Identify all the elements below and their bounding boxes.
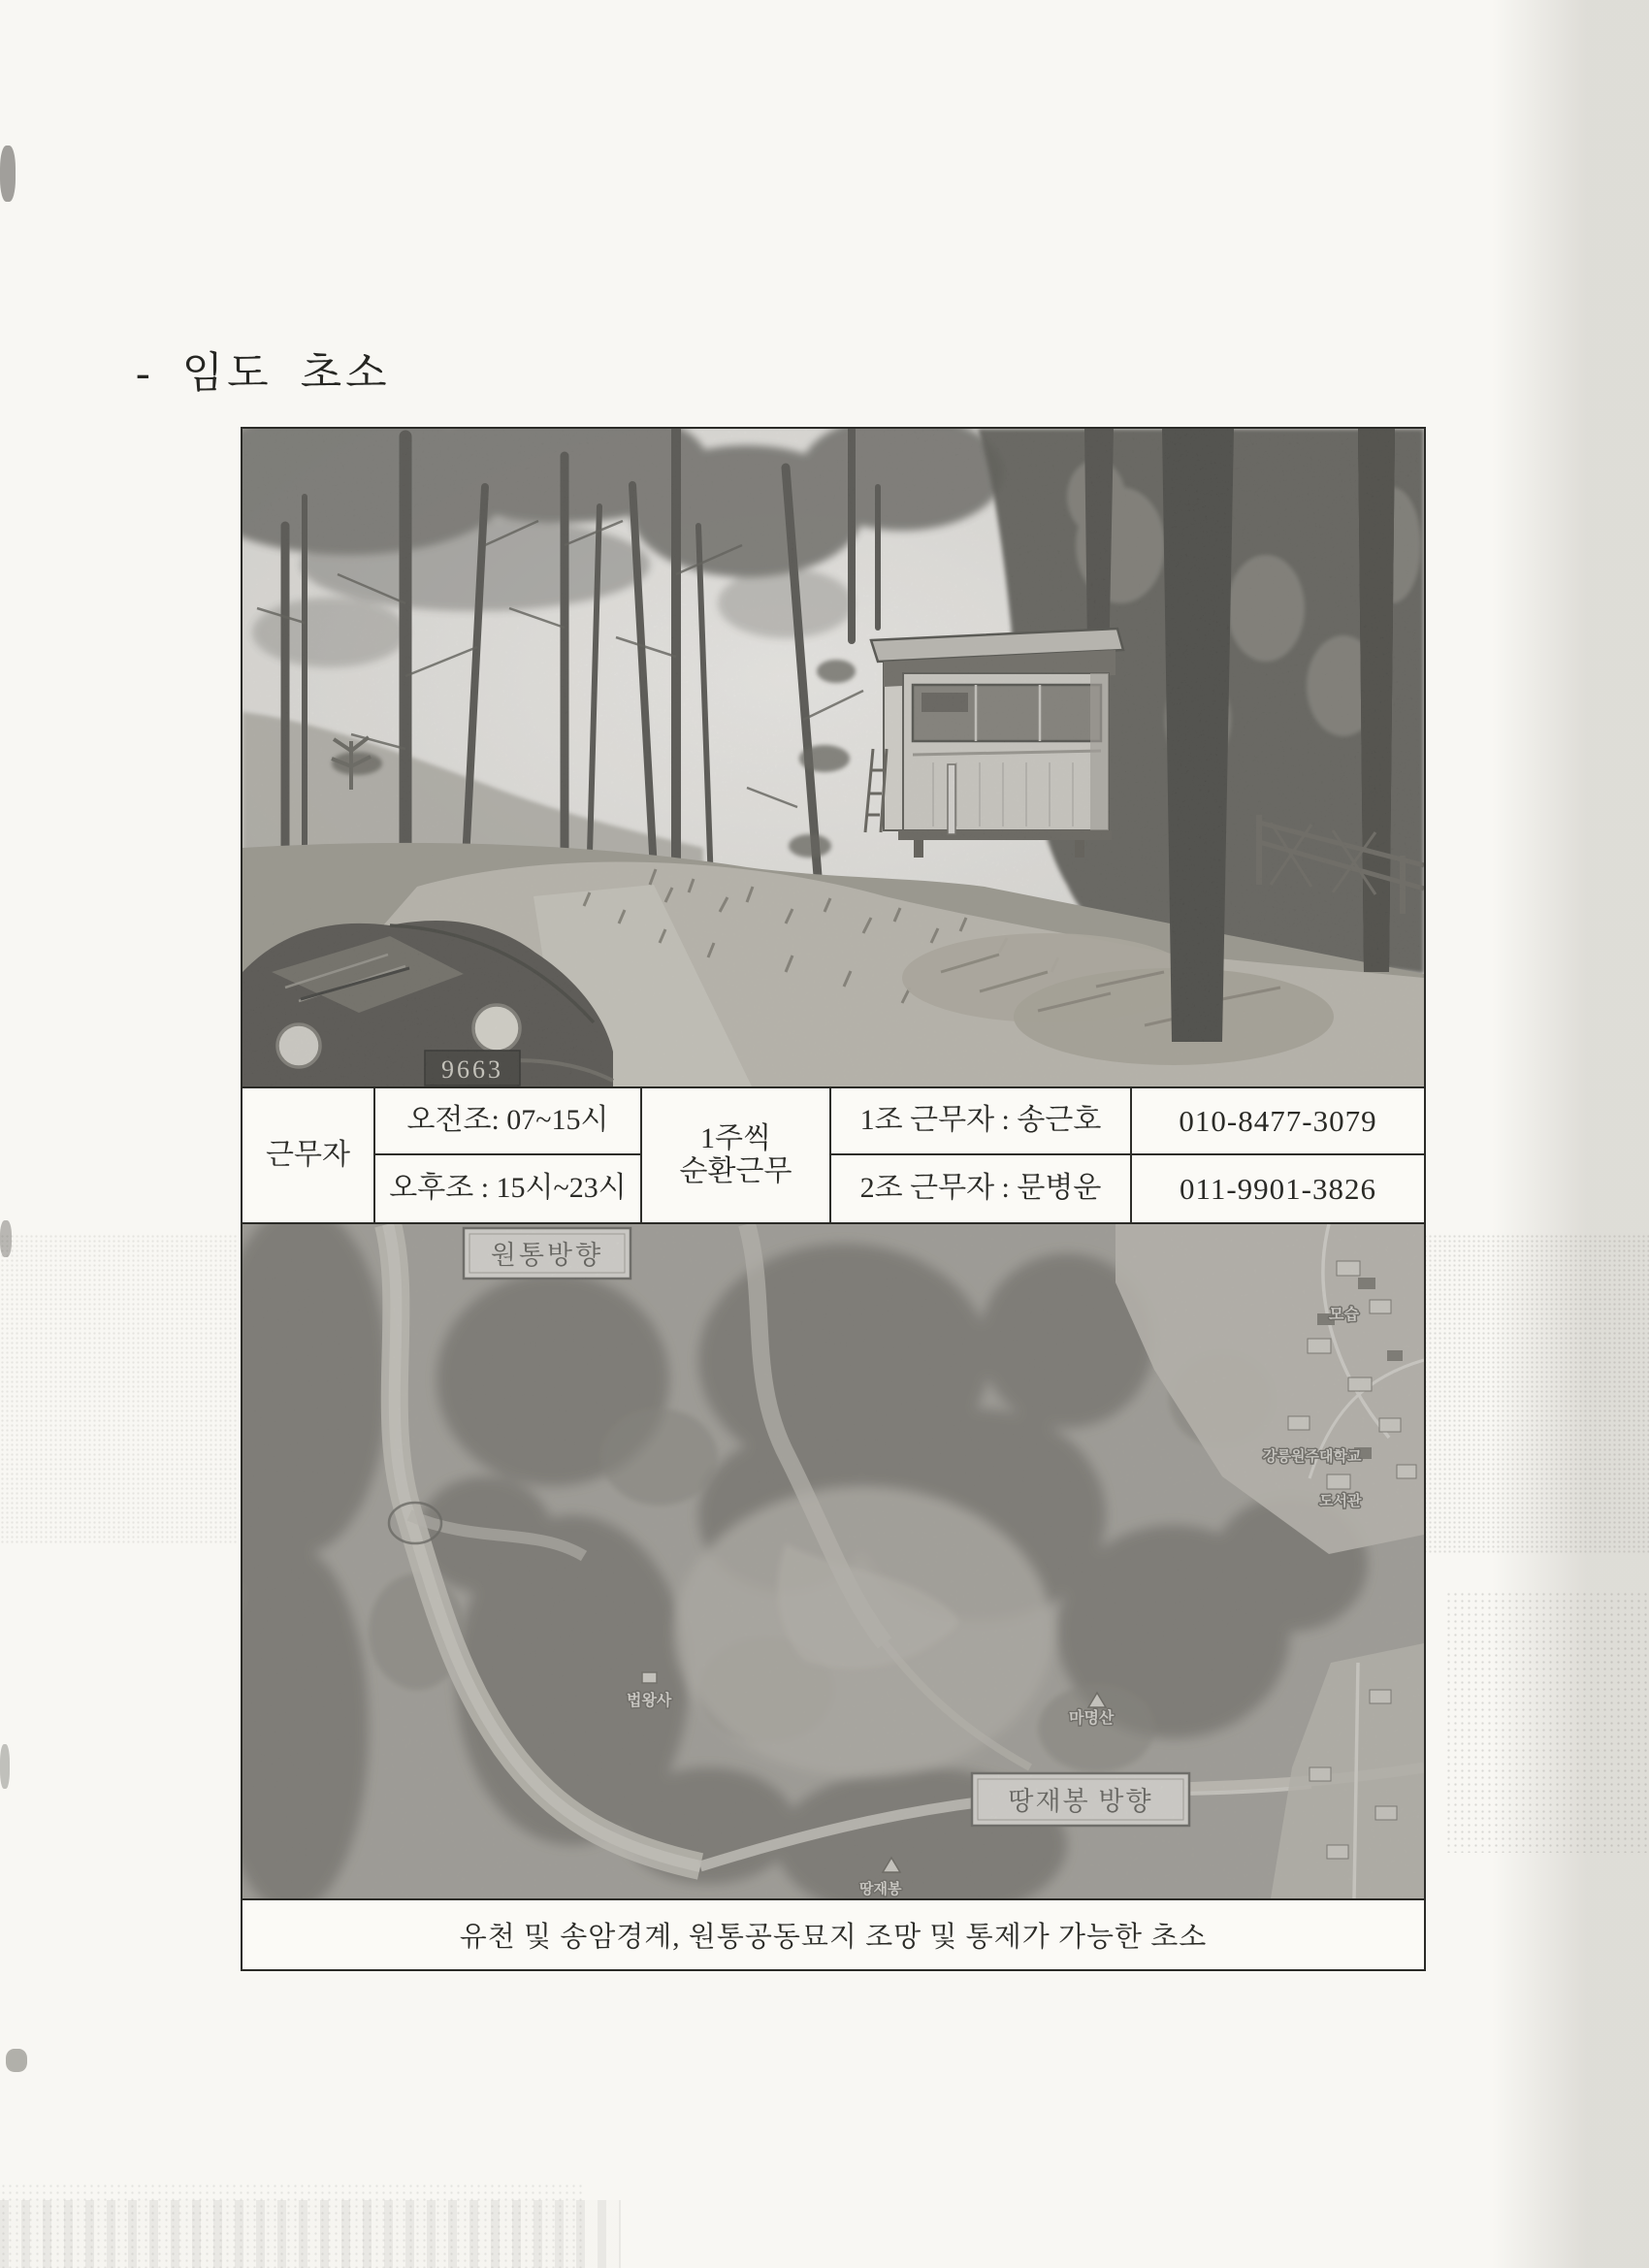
scan-artifact (0, 1234, 239, 1544)
car-license-plate: 9663 (441, 1055, 503, 1084)
photo-illustration (242, 429, 1424, 1086)
rotation-line1: 1주씩 (700, 1121, 771, 1154)
caption-text: 유천 및 송암경계, 원통공동묘지 조망 및 통제가 가능한 초소 (459, 1922, 1208, 1953)
scan-artifact (1445, 1591, 1649, 1853)
poi-university-label: 강릉원주대학교 (1263, 1449, 1362, 1465)
scan-artifact (0, 146, 16, 202)
poi-ttangjaebong-label: 땅재봉 (859, 1882, 902, 1897)
guard-post-photo (242, 429, 1424, 1086)
scan-artifact (6, 2049, 27, 2072)
satellite-map (242, 1224, 1424, 1898)
caption-row (242, 1898, 1424, 1969)
map-grain-overlay2 (242, 1224, 1424, 1898)
worker-label-cell: 근무자 (242, 1088, 375, 1222)
ttangjaebong-direction-text: 땅재봉 방향 (1008, 1787, 1153, 1816)
poi-mamyeongsan-label: 마명산 (1069, 1710, 1115, 1727)
afternoon-shift-cell: 오후조 : 15시~23시 (375, 1155, 642, 1222)
duty-schedule-table (242, 1086, 1424, 1224)
scan-artifact (0, 2183, 582, 2268)
team2-cell: 2조 근무자 : 문병운 (831, 1155, 1132, 1222)
team1-cell: 1조 근무자 : 송근호 (831, 1088, 1132, 1155)
map-illustration (242, 1224, 1424, 1898)
scan-artifact (0, 2200, 621, 2268)
content-frame (241, 427, 1426, 1971)
scan-artifact-right-band (1492, 0, 1649, 2268)
scan-artifact (0, 1220, 12, 1257)
scan-artifact (1418, 1234, 1649, 1554)
rotation-cell (642, 1088, 831, 1222)
poi-mosup-label: 모습 (1329, 1307, 1359, 1323)
rotation-line2: 순환근무 (679, 1155, 792, 1187)
team2-phone-cell: 011-9901-3826 (1180, 1171, 1376, 1206)
scan-artifact (0, 1744, 10, 1789)
page-title: - 임도 초소 (136, 349, 391, 397)
wontong-direction-text: 원통방향 (490, 1241, 604, 1270)
poi-library-label: 도서관 (1319, 1494, 1362, 1509)
morning-shift-cell: 오전조: 07~15시 (375, 1088, 642, 1155)
poi-temple-label: 법왕사 (627, 1693, 672, 1709)
photo-grain-overlay2 (242, 429, 1424, 1086)
team1-phone-cell: 010-8477-3079 (1132, 1088, 1424, 1155)
